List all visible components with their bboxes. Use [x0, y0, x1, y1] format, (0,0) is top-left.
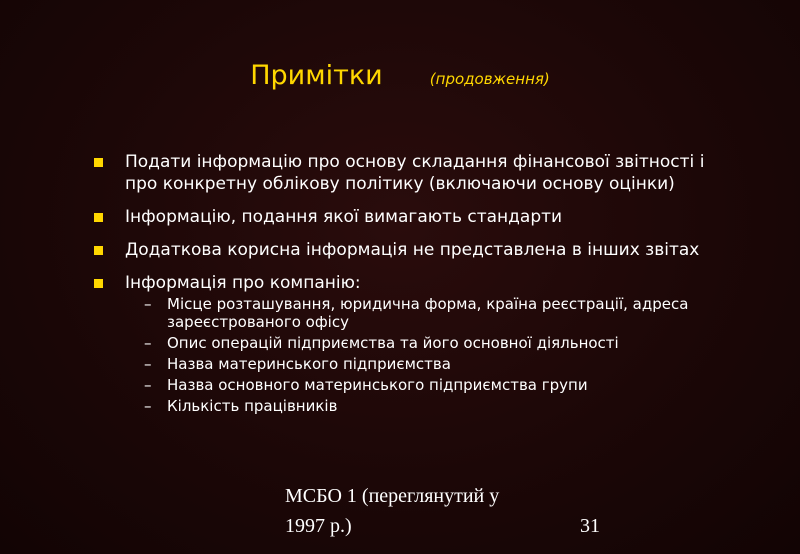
bullet-text: Інформація про компанію: [125, 273, 361, 293]
bullet-item [90, 151, 730, 195]
bullet-item [90, 206, 730, 228]
bullet-item [90, 272, 730, 415]
dash-icon: – [144, 355, 152, 373]
square-bullet-icon [94, 246, 103, 255]
sub-item [125, 334, 730, 352]
page-number: 31 [580, 515, 600, 537]
dash-icon: – [144, 295, 152, 313]
sub-item-text: Назва основного материнського підприємства групи [167, 376, 588, 394]
bullet-list [90, 151, 730, 426]
slide-footer [285, 481, 615, 541]
sub-item-text: Кількість працівників [167, 397, 338, 415]
title-subtitle: (продовження) [429, 70, 550, 88]
bullet-text: Інформацію, подання якої вимагають стандарти [125, 207, 563, 227]
square-bullet-icon [94, 279, 103, 288]
bullet-text: Подати інформацію про основу складання фінансової звітності і про конкретну облікову політику (включаючи основу оцінки) [125, 152, 705, 194]
square-bullet-icon [94, 213, 103, 222]
sub-item-text: Назва материнського підприємства [167, 355, 451, 373]
sub-item [125, 397, 730, 415]
square-bullet-icon [94, 158, 103, 167]
footer-source: МСБО 1 (переглянутий у 1997 р.) [285, 485, 500, 537]
dash-icon: – [144, 334, 152, 352]
title-text: Примітки [250, 60, 383, 91]
sub-item [125, 295, 730, 331]
sub-item [125, 376, 730, 394]
sub-item-text: Місце розташування, юридична форма, країна реєстрації, адреса зареєстрованого офісу [167, 295, 689, 331]
sub-item-text: Опис операцій підприємства та його основної діяльності [167, 334, 619, 352]
sub-item [125, 355, 730, 373]
sub-list [125, 295, 730, 415]
dash-icon: – [144, 376, 152, 394]
bullet-item [90, 239, 730, 261]
slide-title [0, 60, 800, 92]
bullet-text: Додаткова корисна інформація не представлена в інших звітах [125, 240, 700, 260]
dash-icon: – [144, 397, 152, 415]
